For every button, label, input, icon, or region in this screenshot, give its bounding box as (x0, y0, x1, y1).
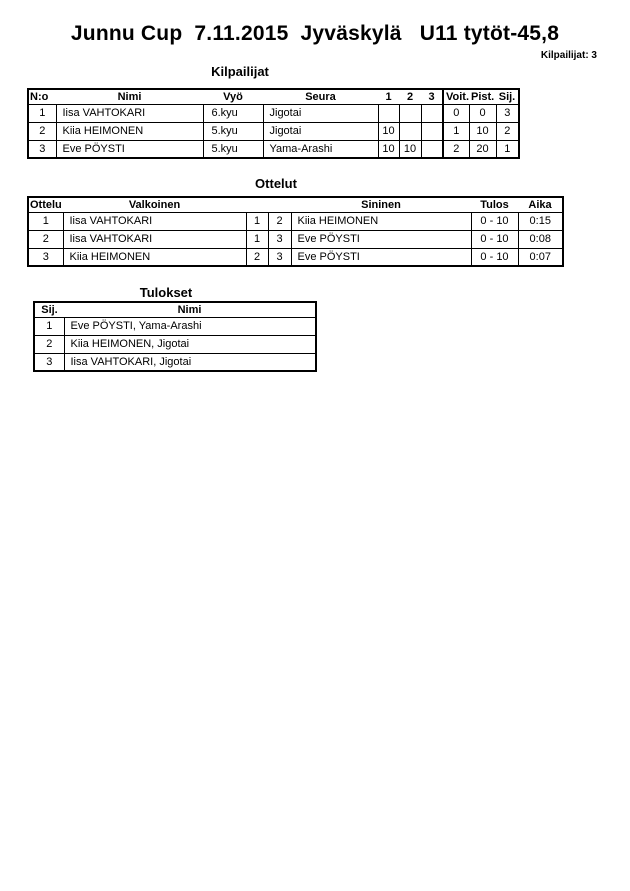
cell-score: 0 - 10 (471, 230, 518, 248)
cell-name-club: Iisa VAHTOKARI, Jigotai (64, 353, 316, 371)
col-header-sij: Sij. (34, 302, 64, 317)
cell-name-club: Eve PÖYSTI, Yama-Arashi (64, 317, 316, 335)
cell-no: 3 (28, 140, 56, 158)
col-header-tulos: Tulos (471, 197, 518, 212)
cell-pist: 10 (469, 122, 496, 140)
col-header-vyo: Vyö (203, 89, 263, 104)
cell-seura: Jigotai (263, 104, 378, 122)
cell-round-3 (421, 140, 443, 158)
cell-white-no: 1 (246, 212, 268, 230)
cell-white-name: Iisa VAHTOKARI (63, 212, 246, 230)
cell-round-2 (399, 122, 421, 140)
cell-time: 0:08 (518, 230, 563, 248)
competitors-section-heading: Kilpailijat (211, 64, 269, 79)
cell-score: 0 - 10 (471, 248, 518, 266)
cell-nimi: Kiia HEIMONEN (56, 122, 203, 140)
cell-blue-name: Kiia HEIMONEN (291, 212, 471, 230)
results-table (33, 301, 317, 372)
cell-blue-name: Eve PÖYSTI (291, 230, 471, 248)
cell-name-club: Kiia HEIMONEN, Jigotai (64, 335, 316, 353)
cell-match-no: 2 (28, 230, 63, 248)
cell-vyo: 6.kyu (203, 104, 263, 122)
competitor-row (28, 104, 519, 122)
cell-time: 0:15 (518, 212, 563, 230)
col-header-pist: Pist. (471, 90, 495, 103)
cell-no: 1 (28, 104, 56, 122)
table-header-row (28, 197, 563, 212)
col-header-white-no (246, 197, 268, 212)
cell-round-1: 10 (378, 122, 399, 140)
cell-seura: Jigotai (263, 122, 378, 140)
competitors-table (27, 88, 520, 159)
col-header-ottelu: Ottelu (30, 198, 62, 211)
col-header-round-2: 2 (399, 89, 421, 104)
table-header-row (28, 89, 519, 104)
cell-sij: 3 (496, 104, 519, 122)
result-row (34, 335, 316, 353)
cell-match-no: 1 (28, 212, 63, 230)
match-row (28, 212, 563, 230)
cell-voit: 0 (443, 104, 469, 122)
cell-nimi: Iisa VAHTOKARI (56, 104, 203, 122)
table-header-row (34, 302, 316, 317)
result-row (34, 317, 316, 335)
col-header-round-1: 1 (378, 89, 399, 104)
cell-match-no: 3 (28, 248, 63, 266)
col-header-seura: Seura (263, 89, 378, 104)
cell-blue-no: 3 (268, 248, 291, 266)
cell-white-no: 2 (246, 248, 268, 266)
cell-time: 0:07 (518, 248, 563, 266)
cell-vyo: 5.kyu (203, 140, 263, 158)
cell-round-1: 10 (378, 140, 399, 158)
cell-place: 2 (34, 335, 64, 353)
cell-blue-no: 3 (268, 230, 291, 248)
cell-sij: 1 (496, 140, 519, 158)
cell-score: 0 - 10 (471, 212, 518, 230)
col-header-sij: Sij. (496, 89, 519, 104)
result-row (34, 353, 316, 371)
cell-pist: 20 (469, 140, 496, 158)
cell-white-name: Iisa VAHTOKARI (63, 230, 246, 248)
cell-pist: 0 (469, 104, 496, 122)
page-title: Junnu Cup 7.11.2015 Jyväskylä U11 tytöt-45,8 (70, 22, 560, 45)
col-header-aika: Aika (518, 197, 563, 212)
col-header-nimi: Nimi (64, 302, 316, 317)
cell-white-name: Kiia HEIMONEN (63, 248, 246, 266)
col-header-valkoinen: Valkoinen (63, 197, 246, 212)
cell-round-1 (378, 104, 399, 122)
cell-sij: 2 (496, 122, 519, 140)
match-row (28, 248, 563, 266)
cell-place: 1 (34, 317, 64, 335)
cell-round-2: 10 (399, 140, 421, 158)
cell-round-3 (421, 122, 443, 140)
cell-seura: Yama-Arashi (263, 140, 378, 158)
competitor-row (28, 122, 519, 140)
matches-table (27, 196, 564, 267)
col-header-round-3: 3 (421, 89, 443, 104)
col-header-no: N:o (28, 89, 56, 104)
cell-no: 2 (28, 122, 56, 140)
competitor-row (28, 140, 519, 158)
col-header-sininen: Sininen (291, 197, 471, 212)
cell-nimi: Eve PÖYSTI (56, 140, 203, 158)
cell-round-3 (421, 104, 443, 122)
matches-section-heading: Ottelut (255, 176, 297, 191)
cell-round-2 (399, 104, 421, 122)
cell-voit: 2 (443, 140, 469, 158)
col-header-voit: Voit. (443, 89, 469, 104)
cell-white-no: 1 (246, 230, 268, 248)
competitors-count-label: Kilpailijat: 3 (540, 50, 597, 61)
cell-blue-no: 2 (268, 212, 291, 230)
cell-voit: 1 (443, 122, 469, 140)
match-row (28, 230, 563, 248)
results-section-heading: Tulokset (139, 285, 193, 300)
cell-place: 3 (34, 353, 64, 371)
cell-blue-name: Eve PÖYSTI (291, 248, 471, 266)
col-header-blue-no (268, 197, 291, 212)
cell-vyo: 5.kyu (203, 122, 263, 140)
col-header-nimi: Nimi (56, 89, 203, 104)
